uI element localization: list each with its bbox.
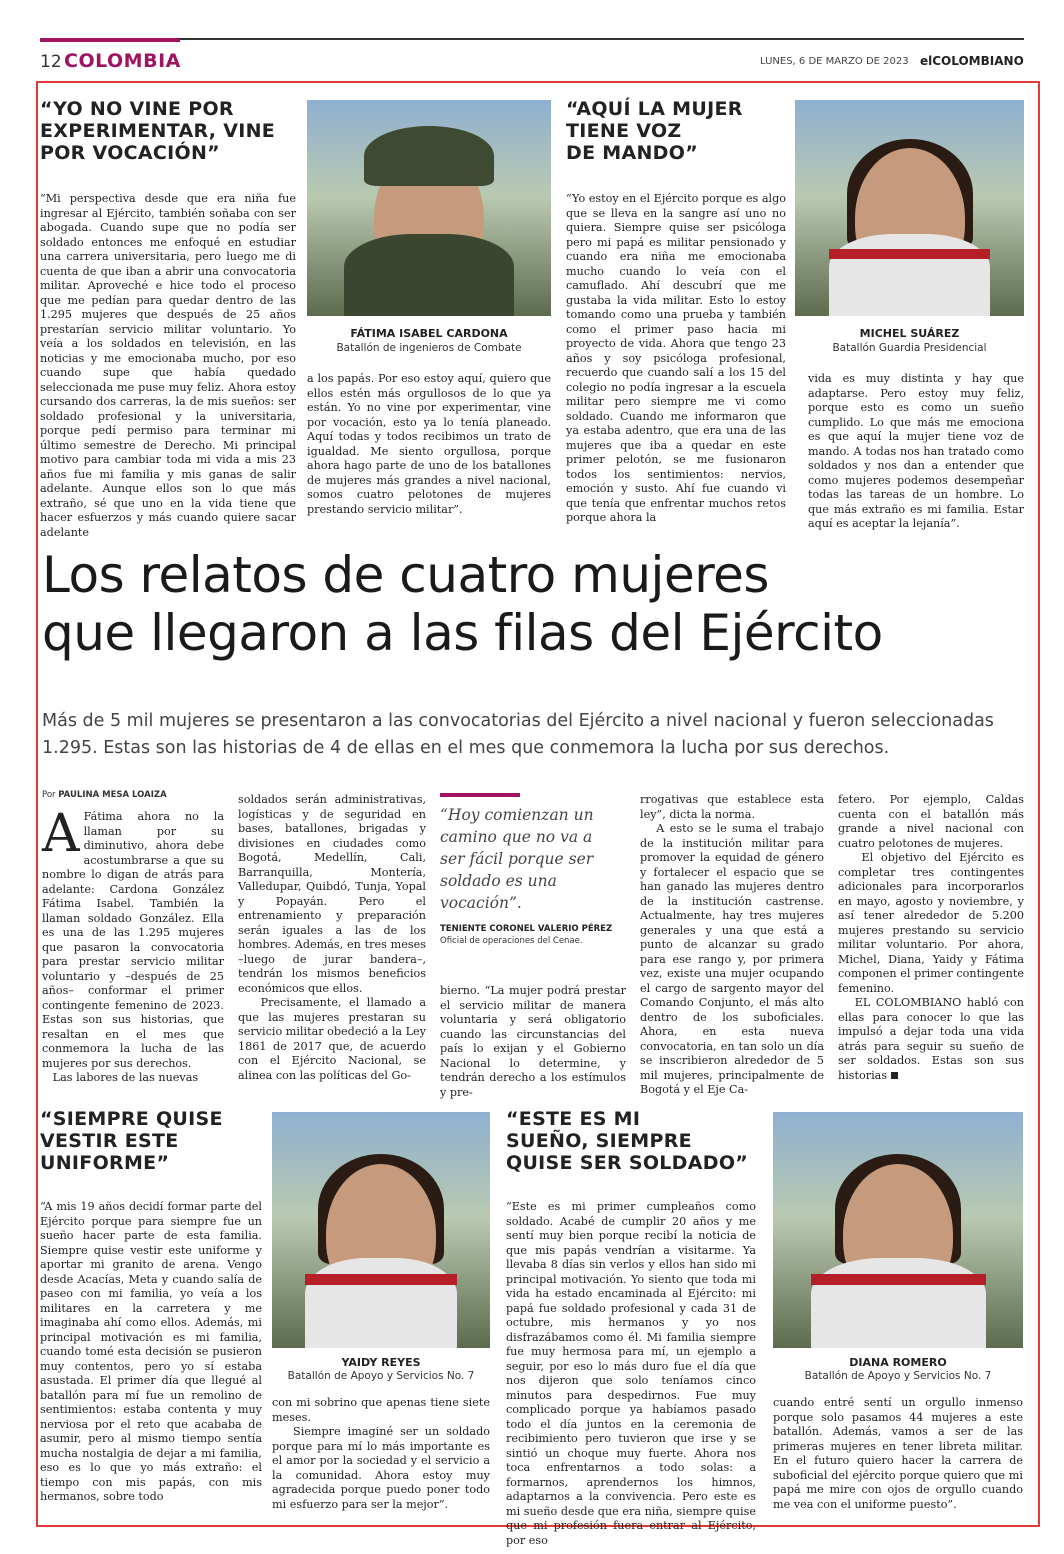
issue-date: LUNES, 6 DE MARZO DE 2023: [760, 56, 909, 67]
diana-role: Batallón de Apoyo y Servicios No. 7: [804, 1370, 992, 1382]
article-col1-text: Fátima ahora no la llaman por su diminutivo, ahora debe acostumbrarse a que su nombre lo digan de atrás para adelante: Cardona González Fátima Isabel. También la llaman soldado González. Ella es una de las 1.295 mujeres que pasaron la convocatoria para prestar servicio militar voluntario y –después de 25 años– conformar el primer contingente femenino de 2023. Estas son sus historias, que resaltan en el mes que conmemora la lucha de las mujeres por sus derechos.: [42, 810, 224, 1070]
article-col5-text-c: EL COLOMBIANO habló con ellas para conocer lo que las impulsó a dejar toda una vida atrás para seguir su sueño de ser soldados. Estas son sus historias: [838, 996, 1024, 1082]
fatima-role: Batallón de ingenieros de Combate: [336, 342, 522, 354]
pull-quote-role: Oficial de operaciones del Cenae.: [440, 936, 583, 946]
article-col4-text-b: A esto se le suma el trabajo de la institución militar para promover la equidad de género y fortalecer el espacio que se han ganado las mujeres dentro de la institución castrense. Actualmente, hay tres mujeres generales y una que está a punto de alcanzar su grado para ese rango y, por primera vez, existe una mujer ocupando el cargo de sargento mayor del Comando Conjunto, el más alto dentro de los suboficiales. Ahora, en esta nueva convocatoria, en tan solo un día se inscribieron alrededor de 5 mil mujeres, principalmente de Bogotá y el Eje Ca-: [640, 822, 824, 1096]
diana-name: DIANA ROMERO: [849, 1356, 947, 1369]
michel-photo: [795, 100, 1024, 316]
article-col5-text: fetero. Por ejemplo, Caldas cuenta con el batallón más grande a nivel nacional con cuatro pelotones de mujeres.: [838, 793, 1024, 850]
article-lede: Más de 5 mil mujeres se presentaron a las convocatorias del Ejército a nivel nacional y fueron seleccionadas 1.295. Estas son las historias de 4 de ellas en el mes que conmemora la lucha por sus derechos.: [42, 711, 994, 758]
dropcap: A: [42, 804, 80, 864]
pull-quote: “Hoy comienzan un camino que no va a ser fácil porque ser soldado es una vocación”.: [440, 806, 594, 912]
yaidy-text-col2: [272, 1396, 490, 1518]
article-col3: bierno. “La mujer podrá prestar el servicio militar de manera voluntaria y será obligatorio cuando las circunstancias del país lo exijan y el Gobierno Nacional lo determine, y tendrán derecho a los estímulos y pre-: [440, 984, 626, 1099]
newspaper-logo: elCOLOMBIANO: [920, 54, 1024, 68]
fatima-photo: [307, 100, 551, 316]
yaidy-photo: [272, 1112, 490, 1348]
yaidy-role: Batallón de Apoyo y Servicios No. 7: [287, 1370, 475, 1382]
yaidy-text-b: con mi sobrino que apenas tiene siete meses.: [272, 1396, 490, 1424]
michel-quote-title: “AQUÍ LA MUJER TIENE VOZ DE MANDO”: [566, 98, 743, 164]
article-col2-text-b: Precisamente, el llamado a que las mujeres prestaran su servicio militar obedeció a la Ley 1861 de 2017 que, de acuerdo con el Ejército Nacional, se alinea con las políticas del Go-: [238, 996, 426, 1082]
michel-text-col1: “Yo estoy en el Ejército porque es algo que se lleva en la sangre así uno no quiera. Siempre quise ser psicóloga pero mi papá es militar pensionado y cuando era niña me emocionaba mucho cuando lo veía con el camuflado. Ahí descubrí que me gustaba la vida militar. Esto lo estoy tomando como una prueba y también como el primer paso hacia mi proyecto de vida. Ahora que tengo 23 años y soy psicóloga profesional, recuerdo que cuando salí a los 15 del colegio no podía ingresar a la escuela militar pero siempre me vi como soldado. Cuando me informaron que ya estaba adentro, que era una de las mujeres que iba a quedar en este primer pelotón, se me fusionaron todos los sentimientos: nervios, emoción y susto. Ahí fue cuando vi que tenía que enfrentar muchos retos porque ahora la: [566, 192, 786, 524]
diana-text-col2: cuando entré sentí un orgullo inmenso porque solo pasamos 44 mujeres a este batallón. Además, vamos a ser de las primeras mujeres en tener libreta militar. En el futuro quiero hacer la carrera de suboficial del ejército porque quiero que mi papá me mire con ojos de orgullo cuando me vea con el uniforme puesto”.: [773, 1396, 1023, 1511]
article-col4: [640, 793, 824, 1096]
michel-role: Batallón Guardia Presidencial: [832, 342, 987, 354]
diana-photo: [773, 1112, 1023, 1348]
yaidy-text-c: Siempre imaginé ser un soldado porque para mí lo más importante es el amor por la sociedad y el servicio a la comunidad. Ahora estoy muy agradecida porque puedo poner todo mi esfuerzo para ser la mejor”.: [272, 1425, 490, 1511]
article-col1-text-b: Las labores de las nuevas: [52, 1071, 199, 1084]
fatima-text-col1: “Mi perspectiva desde que era niña fue ingresar al Ejército, también soñaba con ser abogada. Cuando supe que no podía ser soldado entonces me enfoqué en estudiar una carrera universitaria, pero luego me di cuenta de que iban a abrir una convocatoria militar. Aproveché e hice todo el proceso que me pedían para quedar dentro de las 1.295 mujeres que después de 25 años prestarían servicio militar voluntario. Yo veía a los soldados en televisión, en las noticias y me emocionaba mucho, por eso cuando supe que había quedado seleccionada me puse muy feliz. Ahora estoy cursando dos carreras, la de mis sueños: ser soldado profesional y la universitaria, porque pedí permiso para terminar mi último semestre de Derecho. Mi principal motivo para cambiar toda mi vida a mis 23 años fue mi familia y mis ganas de salir adelante. Aunque ellos son lo que más extraño, sé que uno en la vida tiene que hacer esfuerzos y más cuando quiere sacar adelante: [40, 192, 296, 539]
fatima-name: FÁTIMA ISABEL CARDONA: [350, 327, 508, 340]
section-name: COLOMBIA: [64, 50, 181, 72]
byline-author: PAULINA MESA LOAIZA: [58, 790, 167, 800]
article-col2: [238, 793, 426, 1093]
diana-quote-title: “ESTE ES MI SUEÑO, SIEMPRE QUISE SER SOLDADO”: [506, 1108, 749, 1174]
article-col4-text: rrogativas que establece esta ley”, dicta la norma.: [640, 793, 824, 821]
fatima-text-col2: a los papás. Por eso estoy aquí, quiero que ellos estén más orgullosos de lo que ya están. Yo no vine por experimentar, vine por vocación, esto ya lo tenía planeado. Aquí todas y todos recibimos un trato de igualdad. Me siento orgullosa, porque ahora hago parte de uno de los batallones de mujeres más grandes a nivel nacional, somos cuatro pelotones de mujeres prestando servicio militar”.: [307, 372, 551, 516]
end-mark-icon: [891, 1072, 898, 1079]
article-headline: Los relatos de cuatro mujeres que llegaron a las filas del Ejército: [42, 546, 883, 662]
yaidy-name: YAIDY REYES: [341, 1356, 421, 1369]
yaidy-quote-title: “SIEMPRE QUISE VESTIR ESTE UNIFORME”: [40, 1108, 223, 1174]
byline: [42, 790, 167, 800]
article-col2-text: soldados serán administrativas, logísticas y de seguridad en bases, batallones, brigadas y divisiones en ciudades como Bogotá, Medellín, Cali, Barranquilla, Montería, Valledupar, Quibdó, Tunja, Yopal y Popayán. Pero el entrenamiento y preparación serán iguales a las de los hombres. Además, en tres meses –luego de jurar bandera–, tendrán los mismos beneficios económicos que ellos.: [238, 793, 426, 995]
header-rule: [40, 38, 1024, 40]
michel-name: MICHEL SUÁREZ: [859, 327, 960, 340]
header-accent-rule: [40, 38, 180, 42]
article-col5: [838, 793, 1024, 1093]
byline-prefix: Por: [42, 790, 56, 800]
fatima-quote-title: “YO NO VINE POR EXPERIMENTAR, VINE POR VOCACIÓN”: [40, 98, 276, 164]
diana-text-col1: “Este es mi primer cumpleaños como soldado. Acabé de cumplir 20 años y me sentí muy bien porque recibí la noticia de que mis papás vendrían a visitarme. Ya llevaba 8 días sin verlos y ellos han sido mi principal motivación. Yo siento que toda mi vida ha estado encaminada al Ejército: mi papá fue soldado profesional y cada 31 de octubre, mis hermanos y yo nos disfrazábamos como él. Mi familia siempre fue muy hermosa para mí, un ejemplo a seguir, por eso lo más duro fue el día que nos dijeron que solo teníamos cinco minutos para despedirnos. Fue muy complicado porque ya habíamos pasado todo el día juntos en la ceremonia de recibimiento pero tuvieron que irse y se sintió un choque muy fuerte. Ahora nos toca enfrentarnos a todo solas: a formarnos, aprendernos los himnos, adaptarnos a la convivencia. Pero este es mi sueño desde que era niña, siempre quise que mi profesión fuera entrar al Ejército, por eso: [506, 1200, 756, 1547]
page-number: 12: [40, 52, 62, 72]
article-col1: [42, 804, 224, 1090]
pull-quote-author: TENIENTE CORONEL VALERIO PÉREZ: [440, 924, 613, 934]
yaidy-text-col1: “A mis 19 años decidí formar parte del Ejército porque para siempre fue un sueño hacer parte de esta familia. Siempre quise vestir este uniforme y aportar mi granito de arena. Vengo desde Acacías, Meta y cuando salía de paseo con mi familia, yo veía a los militares en la carretera y me imaginaba ahí como ellos. Además, mi principal motivación es mi familia, cuando tomé esta decisión se pusieron muy contentos, pero yo sí estaba asustada. El primer día que llegué al batallón para mí fue un remolino de sentimientos: estaba contenta y muy nerviosa por el reto que acababa de asumir, pero al mismo tiempo sentía mucha nostalgia de dejar a mi familia, eso es lo que yo más extraño: el tiempo con mis papás, con mis hermanos, sobre todo: [40, 1200, 262, 1503]
pull-quote-rule: [440, 793, 520, 797]
article-col5-text-b: El objetivo del Ejército es completar tres contingentes adicionales para incorporarlos en mayo, agosto y noviembre, y así tener alrededor de 5.200 mujeres prestando su servicio militar voluntario. Por ahora, Michel, Diana, Yaidy y Fátima componen el primer contingente femenino.: [838, 851, 1024, 995]
michel-text-col2: vida es muy distinta y hay que adaptarse. Pero estoy muy feliz, porque esto es como un sueño cumplido. Lo que más me emociona es que aquí la mujer tiene voz de mando. A todas nos han tratado como soldados y nos dan a entender que como mujeres podemos desempeñar todas las tareas de un hombre. Lo que más extraño es mi familia. Estar aquí es aceptar la lejanía”.: [808, 372, 1024, 530]
